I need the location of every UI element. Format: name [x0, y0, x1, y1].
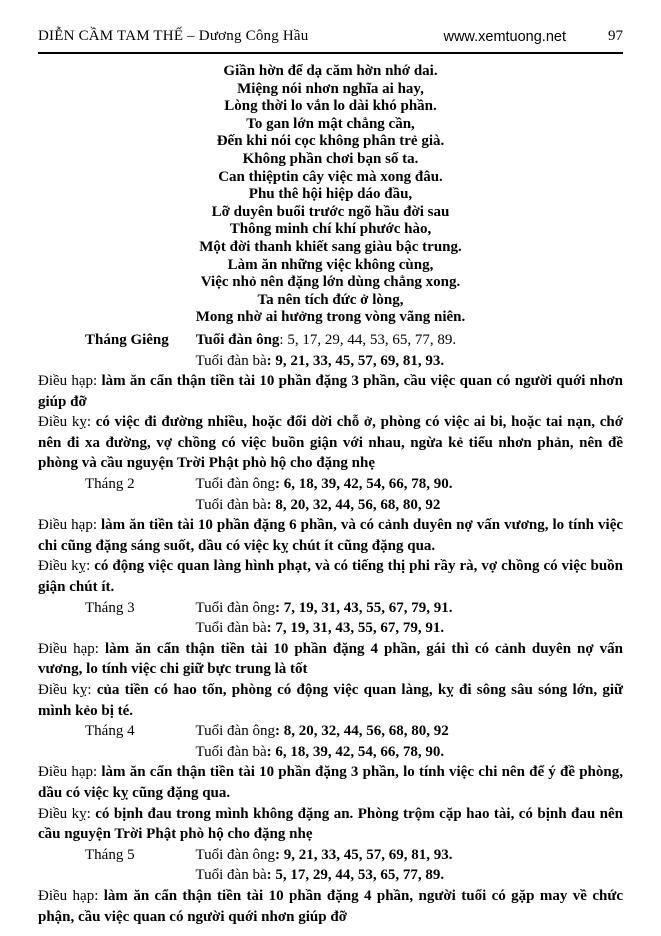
avoid-paragraph: [38, 556, 623, 597]
favorable-label: Điều hạp:: [38, 517, 97, 534]
favorable-paragraph: [38, 886, 623, 927]
poem-line: Phu thê hội hiệp dáo đầu,: [248, 186, 413, 203]
poem-line: Can thiệptin cây việc mà xong đâu.: [218, 168, 443, 185]
poem-line: Không phần chơi bạn số ta.: [242, 150, 419, 167]
month-name: Tháng 4: [85, 723, 135, 740]
avoid-label: Điều kỵ:: [38, 558, 91, 575]
women-ages: : 6, 18, 39, 42, 54, 66, 78, 90.: [266, 743, 445, 760]
men-ages-label: Tuổi đàn ông: [195, 476, 275, 493]
month-section-5: [38, 845, 623, 927]
women-ages-row: [38, 865, 623, 886]
men-ages-label: Tuổi đàn ông: [195, 331, 280, 348]
month-name: Tháng 5: [85, 846, 135, 863]
men-ages: : 6, 18, 39, 42, 54, 66, 78, 90.: [274, 476, 453, 493]
men-ages-label: Tuổi đàn ông: [195, 599, 275, 616]
favorable-text: làm ăn cẩn thận tiền tài 10 phần đặng 4 phần, gái thì có cảnh duyên nợ vấn vương, lo tính việc chi giữ bực trung là tốt: [38, 640, 623, 678]
women-ages: : 5, 17, 29, 44, 53, 65, 77, 89.: [266, 867, 445, 884]
favorable-label: Điều hạp:: [38, 764, 98, 781]
women-ages-row: [38, 618, 623, 639]
poem-line: Lòng thời lo vắn lo dài khó phần.: [224, 98, 437, 115]
poem-line: To gan lớn mật chẳng cần,: [246, 115, 415, 132]
favorable-text: làm ăn cẩn thận tiền tài 10 phần đặng 3 phần, cầu việc quan có người quới nhơn giúp đỡ: [38, 373, 624, 410]
book-title: DIỄN CẦM TAM THẾ – Dương Công Hầu: [38, 28, 309, 44]
avoid-text: có việc đi đường nhiều, hoặc đổi dời chỗ ở, phòng có việc ai bi, hoặc tai nạn, chớ nên đi xa đường, vợ chồng có việc buồn giận với nhau, ngừa kẻ tiểu nhơn phản, nên đề phòng và cầu nguyện Trời Phật phò hộ cho đặng nhẹ: [38, 414, 624, 472]
women-ages-label: Tuổi đàn bà: [195, 352, 267, 369]
men-ages-label: Tuổi đàn ông: [195, 846, 275, 863]
men-ages-label: Tuổi đàn ông: [195, 723, 275, 740]
men-ages: : 5, 17, 29, 44, 53, 65, 77, 89.: [279, 331, 457, 348]
favorable-label: Điều hạp:: [38, 373, 98, 390]
month-section-4: [38, 721, 623, 845]
month-name: Tháng Giêng: [85, 331, 169, 348]
avoid-label: Điều kỵ:: [38, 414, 92, 431]
page-header: [38, 28, 623, 45]
month-header-row: [38, 721, 623, 742]
poem-line: Ta nên tích đức ở lòng,: [257, 291, 404, 308]
poem-line: Miệng nói nhơn nghĩa ai hay,: [237, 80, 424, 97]
favorable-paragraph: [38, 371, 623, 412]
avoid-paragraph: [38, 412, 623, 474]
page-number: 97: [608, 28, 623, 44]
women-ages-label: Tuổi đàn bà: [195, 496, 267, 513]
poem-line: Làm ăn những việc không cùng,: [227, 256, 434, 273]
men-ages: : 9, 21, 33, 45, 57, 69, 81, 93.: [274, 846, 453, 863]
favorable-text: làm ăn cẩn thận tiền tài 10 phần đặng 4 phần, người tuổi có gặp may về chức phận, cầu việc quan có người quới nhơn giúp đỡ: [38, 887, 623, 925]
month-header-row: [38, 845, 623, 866]
month-name: Tháng 3: [85, 599, 135, 616]
women-ages: : 8, 20, 32, 44, 56, 68, 80, 92: [266, 496, 441, 513]
avoid-label: Điều kỵ:: [38, 682, 92, 698]
month-header-row: [38, 474, 623, 495]
poem-line: Lỡ duyên buổi trước ngõ hầu đời sau: [211, 203, 450, 220]
women-ages: : 9, 21, 33, 45, 57, 69, 81, 93.: [266, 352, 445, 369]
avoid-paragraph: [38, 680, 623, 721]
women-ages-label: Tuổi đàn bà: [195, 743, 267, 760]
avoid-label: Điều kỵ:: [38, 805, 91, 822]
men-ages: : 7, 19, 31, 43, 55, 67, 79, 91.: [274, 599, 453, 616]
women-ages-label: Tuổi đàn bà: [195, 620, 267, 637]
poem: [38, 63, 623, 327]
avoid-text: có bịnh đau trong mình không đặng an. Phòng trộm cặp hao tài, có bịnh đau nên cầu nguyện Trời Phật phò hộ cho đặng nhẹ: [38, 805, 623, 843]
women-ages-row: [38, 742, 623, 763]
poem-line: Giần hờn để dạ căm hờn nhớ dai.: [223, 63, 438, 79]
favorable-text: làm ăn cẩn thận tiền tài 10 phần đặng 3 phần, lo tính việc chi nên để ý đề phòng, dầu có việc kỵ cũng đặng qua.: [38, 764, 623, 801]
poem-line: Đến khi nói cọc không phân trẻ già.: [216, 133, 445, 150]
month-section-2: [38, 474, 623, 598]
favorable-text: làm ăn tiền tài 10 phần đặng 6 phần, và có cảnh duyên nợ vấn vương, lo tính việc chi cũng đặng sáng suốt, dầu có việc kỵ chút ít cũng đặng qua.: [38, 517, 624, 554]
avoid-text: của tiền có hao tốn, phòng có động việc quan làng, kỵ đi sông sâu sóng lớn, giữ mình kẻo bị té.: [38, 682, 624, 719]
header-rule: [38, 52, 623, 54]
favorable-paragraph: [38, 515, 623, 556]
month-section-1: [38, 330, 623, 474]
men-ages: : 8, 20, 32, 44, 56, 68, 80, 92: [274, 723, 449, 740]
month-section-3: [38, 598, 623, 722]
month-name: Tháng 2: [85, 476, 135, 493]
avoid-text: có động việc quan làng hình phạt, và có tiếng thị phi rầy rà, vợ chồng có việc buồn giận chút ít.: [38, 558, 624, 596]
poem-line: Mong nhờ ai hưởng trong vòng vãng niên.: [195, 309, 466, 326]
women-ages: : 7, 19, 31, 43, 55, 67, 79, 91.: [266, 620, 445, 637]
poem-line: Một đời thanh khiết sang giàu bậc trung.: [199, 238, 462, 255]
poem-line: Việc nhỏ nên đặng lớn dùng chẳng xong.: [200, 274, 461, 291]
poem-line: Thông minh chí khí phước hào,: [229, 221, 432, 238]
women-ages-label: Tuổi đàn bà: [195, 867, 267, 884]
favorable-label: Điều hạp:: [38, 887, 99, 904]
avoid-paragraph: [38, 804, 623, 845]
month-header-row: [38, 598, 623, 619]
month-header-row: [38, 330, 623, 351]
months-section: [38, 330, 623, 927]
website-url: www.xemtuong.net: [443, 29, 566, 45]
favorable-paragraph: [38, 639, 623, 680]
favorable-label: Điều hạp:: [38, 640, 99, 657]
favorable-paragraph: [38, 762, 623, 803]
women-ages-row: [38, 351, 623, 372]
women-ages-row: [38, 495, 623, 516]
